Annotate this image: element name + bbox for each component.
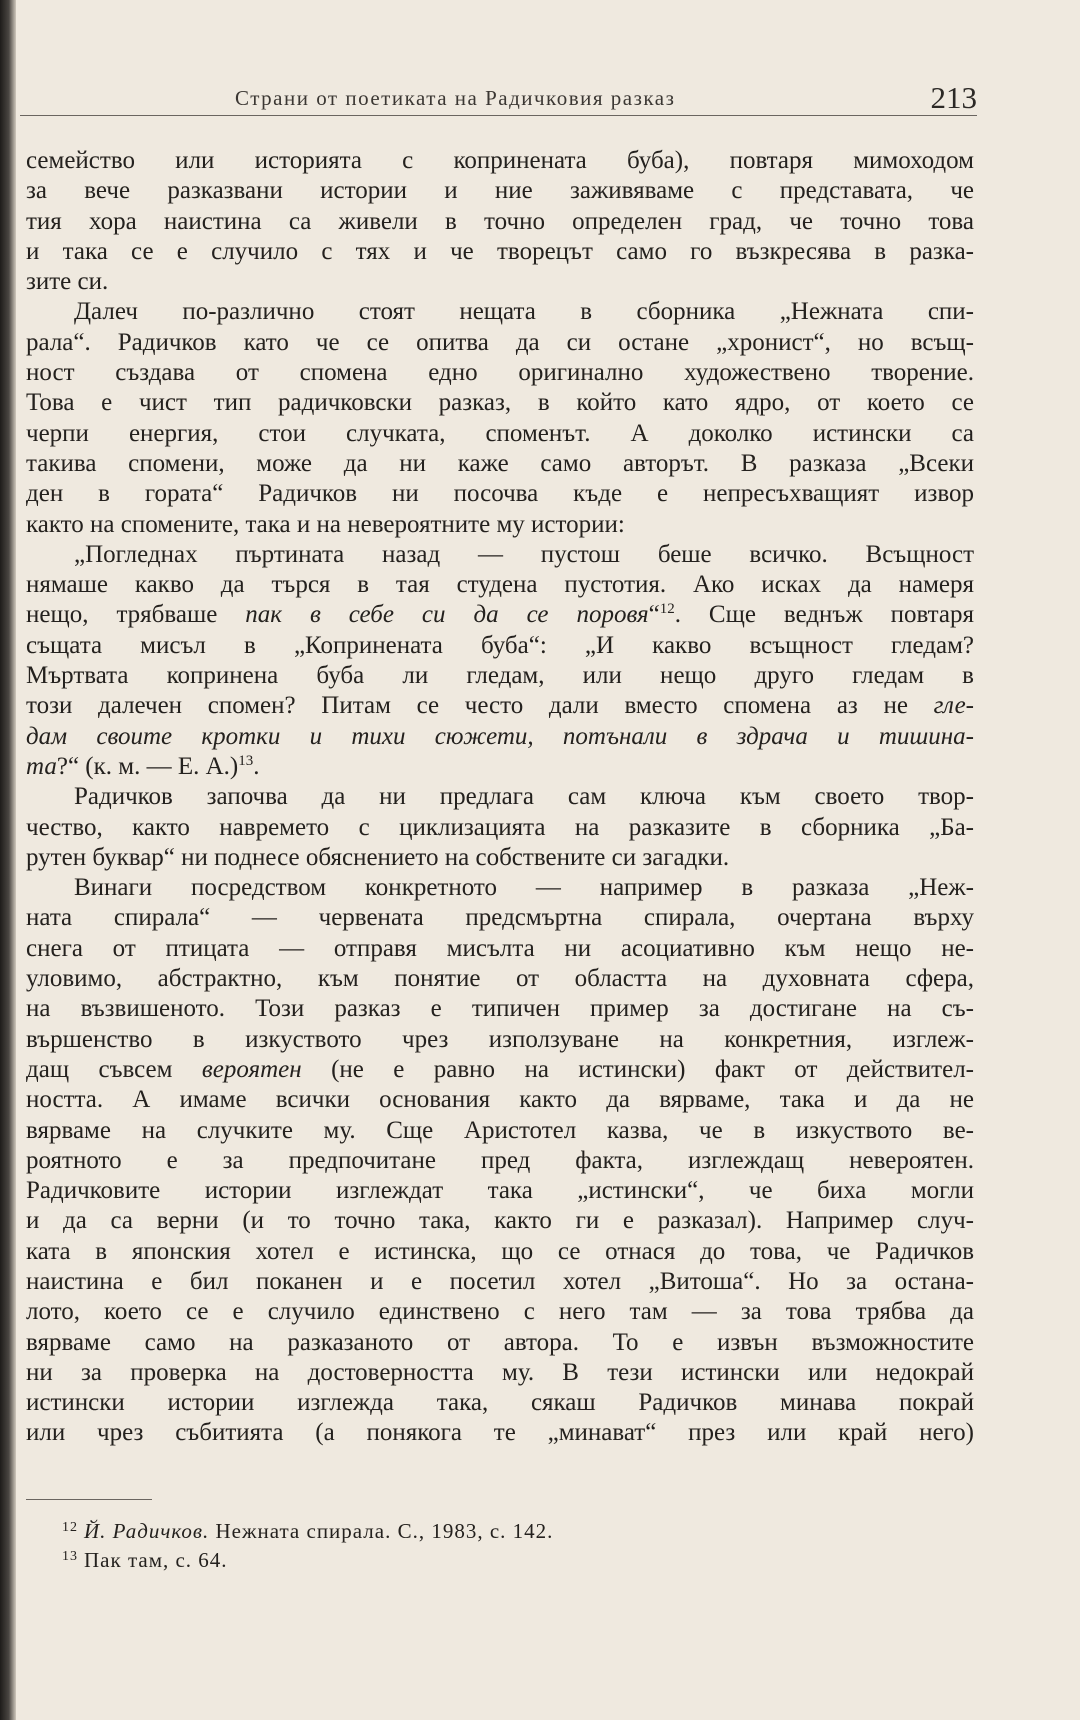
text-line: ни за проверка на достоверността му. В тези истински или недокрай	[26, 1358, 974, 1386]
text-line: вършенство в изкуството чрез използуване на конкретния, изглеж-	[26, 1025, 974, 1053]
running-head	[20, 82, 977, 122]
text-line: ността. А имаме всички основания както да вярваме, така и да не	[26, 1086, 974, 1114]
text-line: чество, както навремето с циклизацията на разказите в сборника „Ба-	[26, 813, 974, 841]
text-line: Винаги посредством конкретното — например в разказа „Неж-	[74, 874, 974, 902]
footnote-13: $^{13}$ Пак там, с. 64.	[62, 1548, 228, 1572]
footnote-12: $^{12}$ Й. Радичков. Нежната спирала. С., 1983, с. 142.	[62, 1519, 554, 1543]
text-line: истински истории изглежда така, сякаш Радичков минава покрай	[26, 1389, 974, 1417]
text-line: както на спомените, така и на невероятните му истории:	[26, 510, 625, 538]
text-line: такива спомени, може да ни каже само авторът. В разказа „Всеки	[26, 449, 974, 477]
text-line: Мъртвата копринена буба ли гледам, или нещо друго гледам в	[26, 662, 974, 690]
text-line: Това е чист тип радичковски разказ, в който като ядро, от което се	[26, 389, 974, 417]
text-line: роятното е за предпочитане пред факта, изглеждащ невероятен.	[26, 1146, 974, 1174]
footnotes	[62, 1515, 862, 1573]
text-line: снега от птицата — отправя мисълта ни асоциативно към нещо не-	[26, 934, 974, 962]
footnote-ref-13: 13	[238, 752, 254, 769]
text-line: същата мисъл в „Копринената буба“: „И какво всъщност гледам?	[26, 631, 974, 659]
text-line: дащ съвсем вероятен (не е равно на истински) факт от действител-	[26, 1055, 974, 1083]
text-line: семейство или историята с копринената буба), повтаря мимоходом	[26, 147, 974, 174]
text-line: вярваме на случките му. Сще Аристотел казва, че в изкуството ве-	[26, 1116, 974, 1144]
text-line: черпи енергия, стои случката, споменът. А доколко истински са	[26, 419, 974, 447]
text-line: или чрез събитията (а понякога те „минават“ през или край него)	[26, 1419, 974, 1447]
text-line: на възвишеното. Този разказ е типичен пример за достигане на съ-	[26, 995, 974, 1023]
italic-quote: пак в себе си да се поровя	[245, 601, 649, 629]
text-line: за вече разказвани истории и ние заживяваме с представата, че	[26, 177, 974, 205]
text-line: този далечен спомен? Питам се често дали вместо спомена аз не гле-	[26, 692, 974, 720]
footnote-ref-12: 12	[659, 601, 675, 618]
text-line: Радичков започва да ни предлага сам ключа към своето твор-	[74, 783, 974, 811]
page-number: 213	[930, 80, 977, 115]
text-line: ност създава от спомена едно оригинално художествено творение.	[26, 359, 974, 387]
text-line: „Погледнах пъртината назад — пустош беше всичко. Всъщност	[74, 540, 974, 568]
text-line: Радичковите истории изглеждат така „истински“, че биха могли	[26, 1177, 974, 1205]
running-title: Страни от поетиката на Радичковия разказ	[235, 86, 676, 110]
text-line: зите си.	[26, 268, 109, 296]
text-line: вярваме само на разказаното от автора. То е извън възможностите	[26, 1328, 974, 1356]
text-line: лото, което се е случило единствено с него там — за това трябва да	[26, 1298, 974, 1326]
text-line: Далеч по-различно стоят нещата в сборника „Нежната спи-	[74, 298, 974, 326]
text-line: ката в японския хотел е истинска, що се отнася до това, че Радичков	[26, 1237, 974, 1265]
text-line: тия хора наистина са живели в точно определен град, че точно това	[26, 207, 974, 235]
text-line: та?“ (к. м. — Е. А.)$^{13}$.	[26, 752, 260, 780]
text-line: рала“. Радичков като че се опитва да си остане „хронист“, но всъщ-	[26, 328, 974, 356]
text-line: нямаше какво да търся в тая студена пустотия. Ако исках да намеря	[26, 571, 974, 599]
text-line: и да са верни (и то точно така, както ги е разказал). Например случ-	[26, 1207, 974, 1235]
text-line: ната спирала“ — червената предсмъртна спирала, очертана върху	[26, 904, 974, 932]
text-line: наистина е бил поканен и е посетил хотел „Витоша“. Но за остана-	[26, 1267, 974, 1295]
footnote-author: Й. Радичков.	[84, 1519, 210, 1543]
footnote-rule	[26, 1499, 152, 1500]
text-line: ден в гората“ Радичков ни посочва къде е непресъхващият извор	[26, 480, 974, 508]
body-text	[26, 146, 974, 1449]
text-line: и така се е случило с тях и че творецът само го възкресява в разка-	[26, 237, 974, 265]
text-line: нещо, трябваше пак в себе си да се поровя“$^{12}$. Сще веднъж повтаря	[26, 601, 974, 629]
text-line: дам своите кротки и тихи сюжети, потънали в здрача и тишина-	[26, 722, 974, 750]
book-spine-shadow	[0, 0, 16, 1720]
text-line: рутен буквар“ ни поднесе обяснението на собствените си загадки.	[26, 843, 730, 871]
header-rule	[20, 115, 977, 116]
text-line: уловимо, абстрактно, към понятие от областта на духовната сфера,	[26, 965, 974, 993]
